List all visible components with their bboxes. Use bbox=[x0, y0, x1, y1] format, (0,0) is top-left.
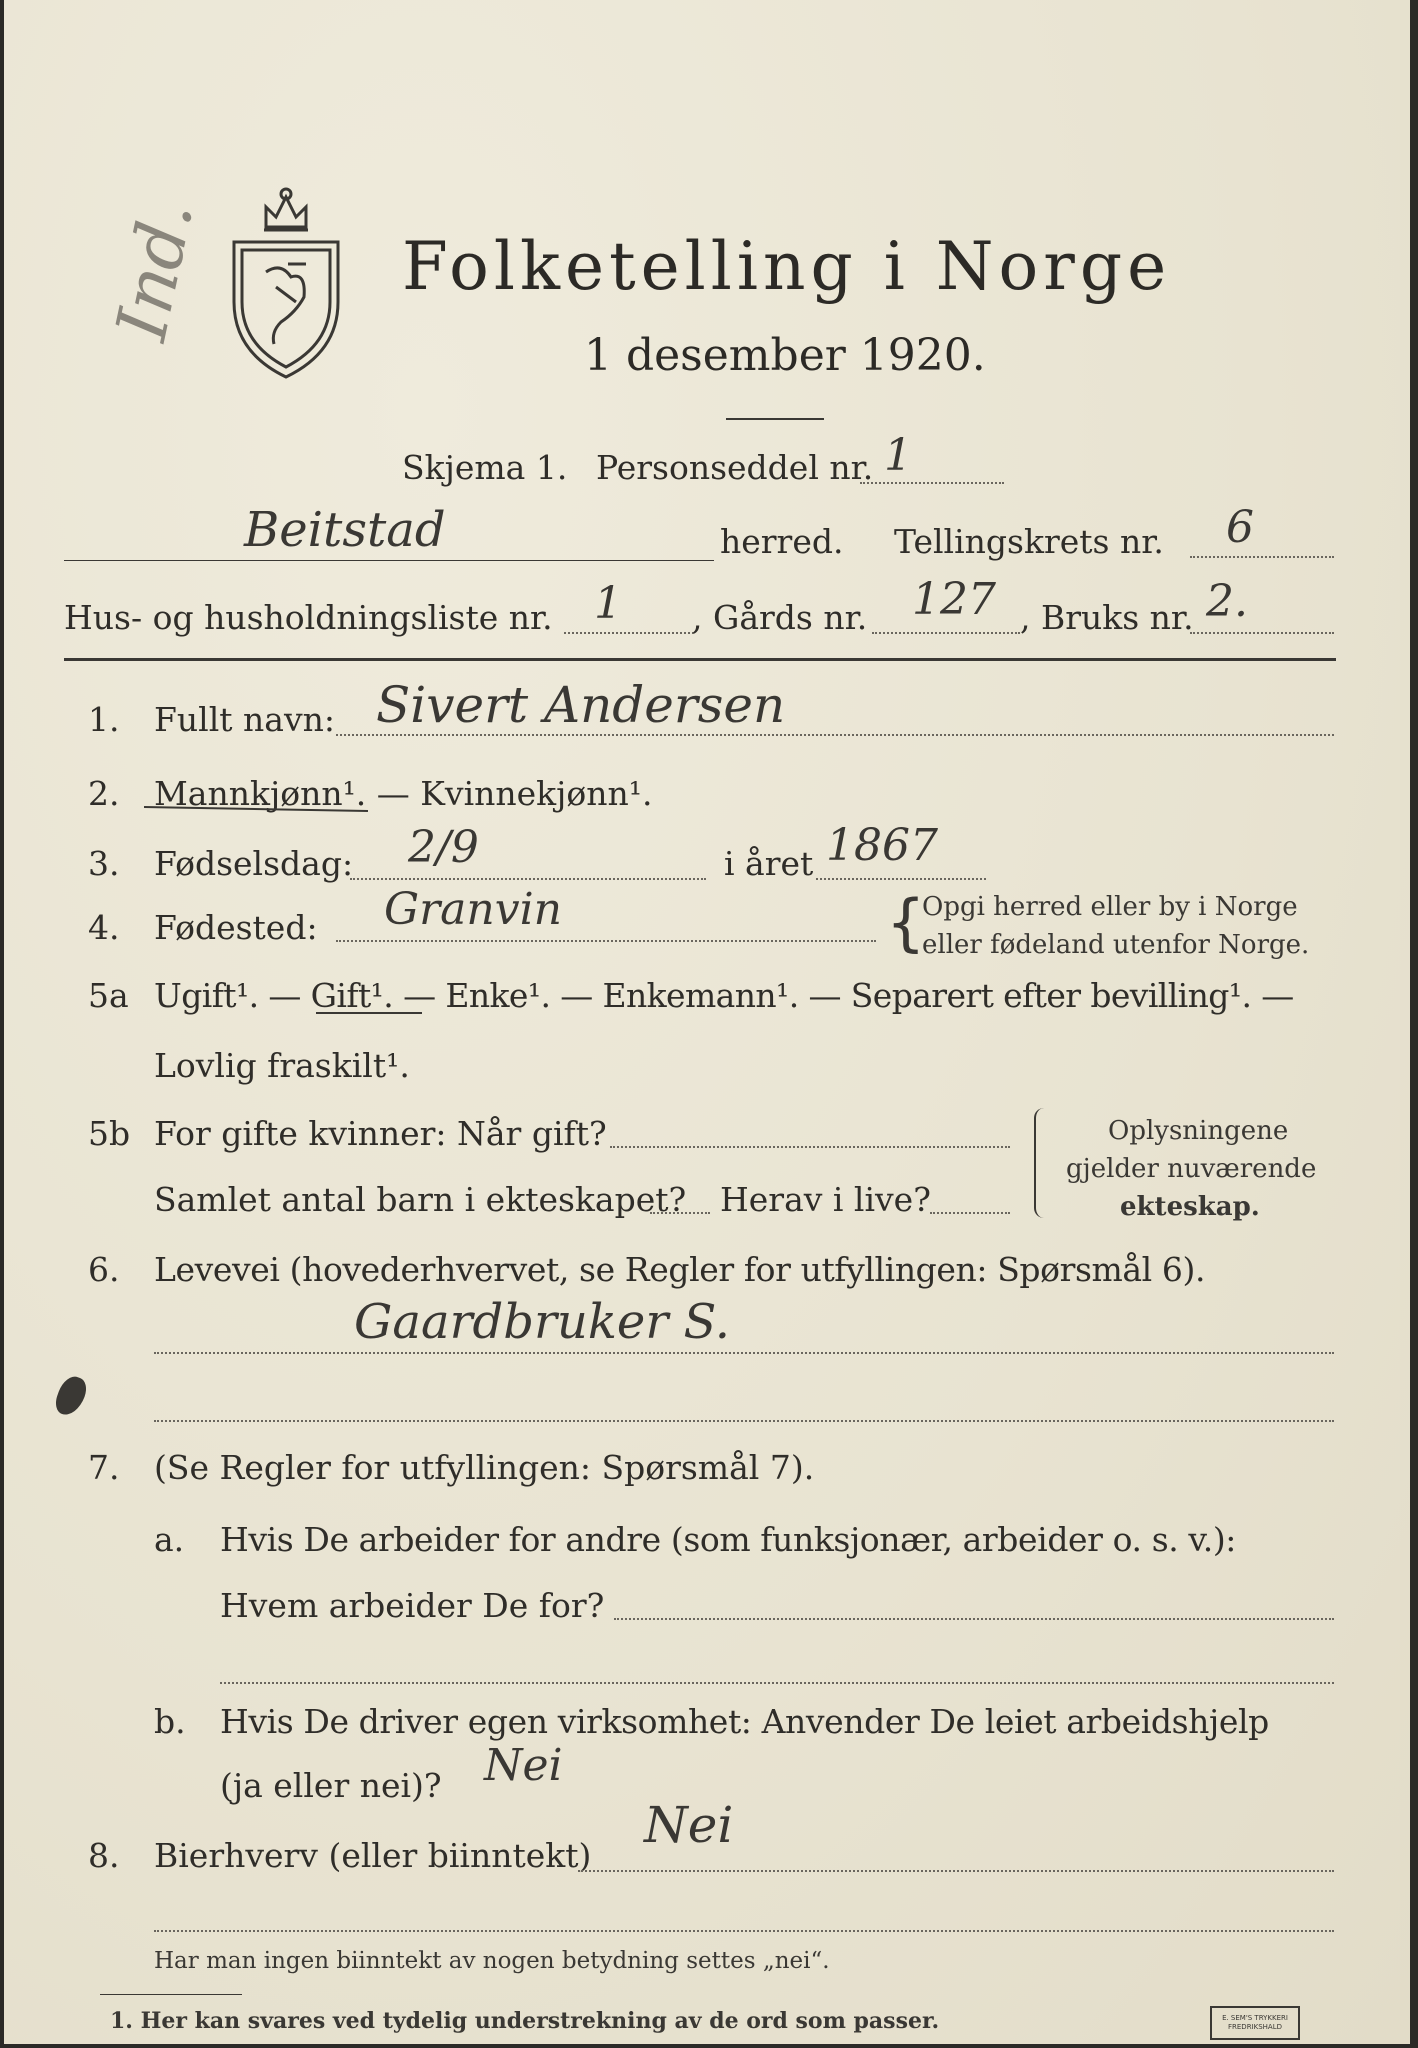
husholdningsliste-label: Hus- og husholdningsliste nr. bbox=[64, 598, 553, 637]
q5b-note-line1: Oplysningene bbox=[1108, 1116, 1289, 1146]
q5b-line2b: Herav i live? bbox=[720, 1180, 931, 1219]
bruks-value: 2. bbox=[1206, 576, 1248, 627]
personseddel-label: Personseddel nr. bbox=[596, 448, 874, 487]
q6-field-line-1[interactable] bbox=[154, 1352, 1334, 1354]
q4-value: Granvin bbox=[384, 884, 563, 935]
q8-number: 8. bbox=[88, 1836, 120, 1875]
pencil-margin-mark: Ind. bbox=[100, 193, 210, 348]
q4-note-line2: eller fødeland utenfor Norge. bbox=[922, 930, 1310, 960]
q4-number: 4. bbox=[88, 908, 120, 947]
q5a-line2: Lovlig fraskilt¹. bbox=[154, 1046, 410, 1085]
census-form-page bbox=[4, 0, 1410, 2044]
bruks-field-line[interactable] bbox=[1190, 632, 1334, 634]
q5b-note-line2: gjelder nuværende bbox=[1066, 1154, 1317, 1184]
q2-number: 2. bbox=[88, 774, 120, 813]
q3-field-line[interactable] bbox=[350, 878, 706, 880]
q7b-line1: Hvis De driver egen virksomhet: Anvender De leiet arbeidshjelp bbox=[220, 1702, 1269, 1741]
q5a-underline-gift bbox=[316, 1012, 422, 1014]
q1-number: 1. bbox=[88, 700, 120, 739]
personseddel-value: 1 bbox=[884, 430, 912, 481]
q2-label: Mannkjønn¹. — Kvinnekjønn¹. bbox=[154, 774, 653, 813]
q5b-line1: For gifte kvinner: Når gift? bbox=[154, 1114, 607, 1153]
title-divider bbox=[726, 418, 824, 420]
q7b-line2: (ja eller nei)? bbox=[220, 1766, 442, 1805]
q7a-field-line-2[interactable] bbox=[220, 1682, 1334, 1684]
printer-line2: FREDRIKSHALD bbox=[1227, 2023, 1282, 2031]
q7a-line2: Hvem arbeider De for? bbox=[220, 1586, 605, 1625]
form-title: Folketelling i Norge bbox=[402, 228, 1172, 305]
q7a-field-line-1[interactable] bbox=[614, 1618, 1334, 1620]
q7-number: 7. bbox=[88, 1448, 120, 1487]
printer-line1: E. SEM'S TRYKKERI bbox=[1222, 2014, 1288, 2022]
herred-value: Beitstad bbox=[244, 502, 446, 558]
q6-label: Levevei (hovederhvervet, se Regler for utfyllingen: Spørsmål 6). bbox=[154, 1250, 1206, 1289]
q5b-naar-gift-field-line[interactable] bbox=[610, 1146, 1010, 1148]
printer-stamp bbox=[1210, 2006, 1300, 2040]
gards-value: 127 bbox=[912, 574, 996, 625]
herred-label: herred. bbox=[720, 522, 844, 561]
header-divider bbox=[64, 658, 1336, 661]
q3-year-label: i året bbox=[724, 844, 814, 883]
ink-blot bbox=[52, 1373, 90, 1419]
q3-value: 2/9 bbox=[408, 822, 479, 873]
q5b-note-line3: ekteskap. bbox=[1120, 1192, 1260, 1222]
gards-label: , Gårds nr. bbox=[692, 598, 868, 637]
q6-value: Gaardbruker S. bbox=[354, 1294, 730, 1350]
q8-field-line[interactable] bbox=[578, 1870, 1334, 1872]
q7a-letter: a. bbox=[154, 1520, 185, 1559]
tellingskrets-label: Tellingskrets nr. bbox=[894, 522, 1164, 561]
footnote: 1. Her kan svares ved tydelig understrekning av de ord som passer. bbox=[110, 2008, 940, 2034]
husholdningsliste-value: 1 bbox=[594, 578, 622, 629]
q7-label: (Se Regler for utfyllingen: Spørsmål 7). bbox=[154, 1448, 815, 1487]
footer-note: Har man ingen biinntekt av nogen betydning settes „nei“. bbox=[154, 1948, 830, 1974]
personseddel-field-line[interactable] bbox=[860, 482, 1004, 484]
q7b-value: Nei bbox=[484, 1740, 563, 1791]
skjema-label: Skjema 1. bbox=[402, 448, 568, 487]
q6-number: 6. bbox=[88, 1250, 120, 1289]
q7a-line1: Hvis De arbeider for andre (som funksjonær, arbeider o. s. v.): bbox=[220, 1520, 1237, 1559]
bruks-label: , Bruks nr. bbox=[1020, 598, 1194, 637]
end-field-line bbox=[154, 1930, 1334, 1932]
q1-value: Sivert Andersen bbox=[376, 676, 786, 734]
q4-note-line1: Opgi herred eller by i Norge bbox=[922, 892, 1298, 922]
gards-field-line[interactable] bbox=[872, 632, 1020, 634]
q5b-line2a: Samlet antal barn i ekteskapet? bbox=[154, 1180, 687, 1219]
q5a-number: 5a bbox=[88, 976, 129, 1015]
q6-field-line-2[interactable] bbox=[154, 1420, 1334, 1422]
q8-label: Bierhverv (eller biinntekt) bbox=[154, 1836, 592, 1875]
q4-label: Fødested: bbox=[154, 908, 318, 947]
q3-number: 3. bbox=[88, 844, 120, 883]
form-date: 1 desember 1920. bbox=[584, 330, 986, 381]
q3-year-value: 1867 bbox=[826, 820, 938, 871]
herred-field-line[interactable] bbox=[64, 560, 714, 561]
q5b-number: 5b bbox=[88, 1114, 131, 1153]
husholdningsliste-field-line[interactable] bbox=[564, 632, 694, 634]
q3-year-field-line[interactable] bbox=[816, 878, 986, 880]
q1-field-line[interactable] bbox=[336, 734, 1334, 736]
coat-of-arms-icon bbox=[226, 172, 346, 382]
q4-brace: { bbox=[886, 886, 926, 959]
q5a-line1: Ugift¹. — Gift¹. — Enke¹. — Enkemann¹. — Separert efter bevilling¹. — bbox=[154, 976, 1294, 1015]
q3-label: Fødselsdag: bbox=[154, 844, 354, 883]
q4-field-line[interactable] bbox=[336, 940, 876, 942]
q7b-letter: b. bbox=[154, 1702, 186, 1741]
tellingskrets-field-line[interactable] bbox=[1190, 556, 1334, 558]
q8-value: Nei bbox=[644, 1796, 734, 1854]
footnote-divider bbox=[100, 1994, 242, 1995]
q5b-barn-field-line[interactable] bbox=[650, 1212, 710, 1214]
tellingskrets-value: 6 bbox=[1226, 502, 1254, 553]
q5b-bracket bbox=[1034, 1108, 1046, 1218]
q5b-herav-field-line[interactable] bbox=[930, 1212, 1010, 1214]
q1-label: Fullt navn: bbox=[154, 700, 335, 739]
